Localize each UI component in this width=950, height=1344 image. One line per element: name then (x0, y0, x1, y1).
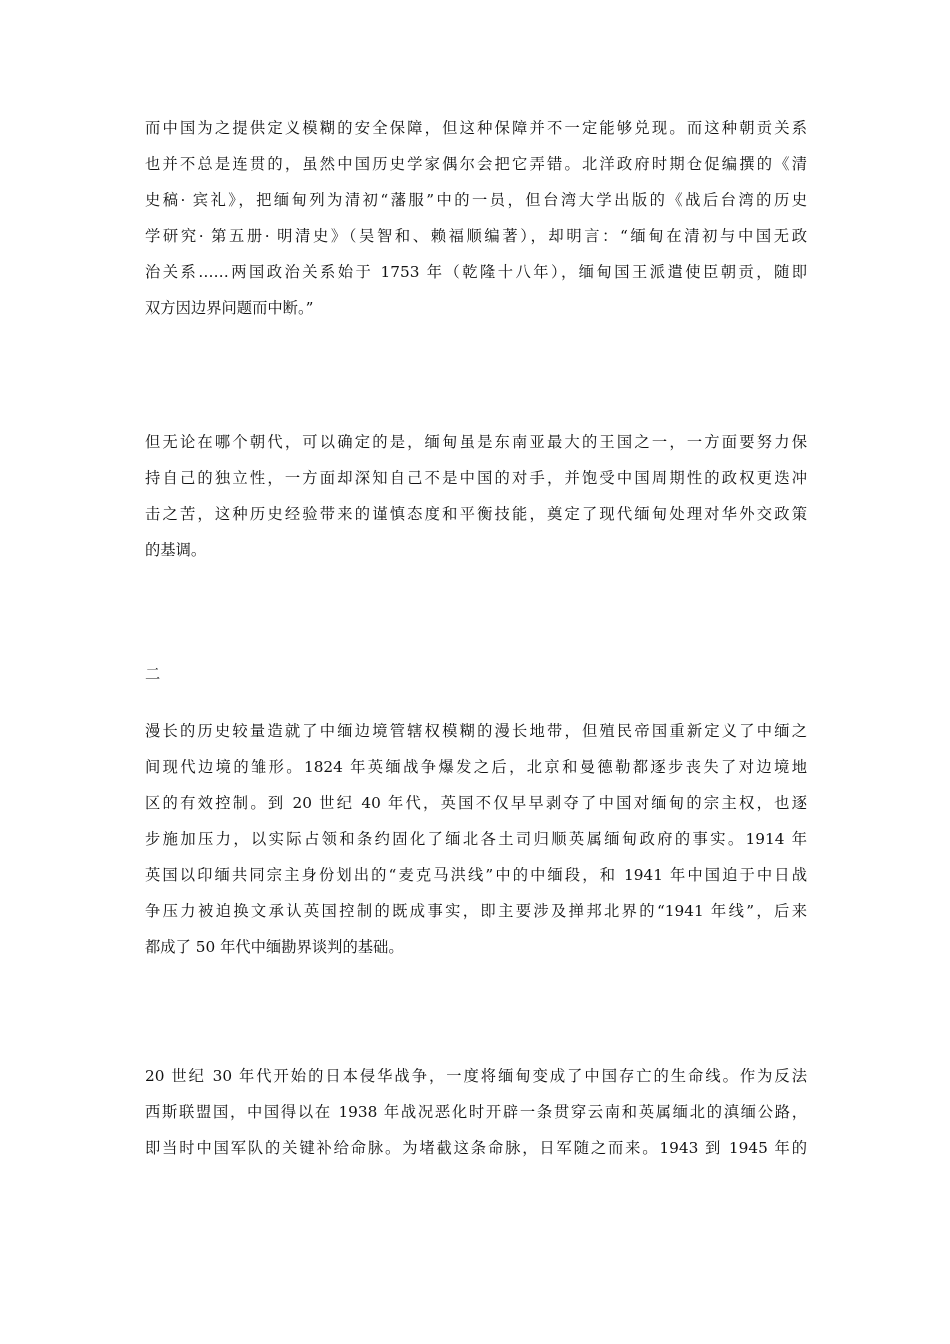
text-line: 持自己的独立性，一方面却深知自己不是中国的对手，并饱受中国周期性的政权更迭冲 (145, 469, 807, 487)
text-line: 步施加压力，以实际占领和条约固化了缅北各土司归顺英属缅甸政府的事实。1914 年 (145, 830, 807, 848)
text-line: 争压力被迫换文承认英国控制的既成事实，即主要涉及掸邦北界的“1941 年线”，后来 (145, 902, 807, 920)
text-line: 也并不总是连贯的，虽然中国历史学家偶尔会把它弄错。北洋政府时期仓促编撰的《清 (145, 155, 807, 173)
text-line: 都成了 50 年代中缅勘界谈判的基础。 (145, 938, 404, 956)
text-line: 20 世纪 30 年代开始的日本侵华战争，一度将缅甸变成了中国存亡的生命线。作为反法 (145, 1067, 807, 1085)
text-line: 区的有效控制。到 20 世纪 40 年代，英国不仅早早剥夺了中国对缅甸的宗主权，也逐 (145, 794, 807, 812)
text-line: 间现代边境的雏形。1824 年英缅战争爆发之后，北京和曼德勒都逐步丧失了对边境地 (145, 758, 807, 776)
text-line: 漫长的历史较量造就了中缅边境管辖权模糊的漫长地带，但殖民帝国重新定义了中缅之 (145, 722, 807, 740)
text-line: 学研究· 第五册· 明清史》（吴智和、赖福顺编著），却明言：“缅甸在清初与中国无政 (145, 227, 807, 245)
text-line: 但无论在哪个朝代，可以确定的是，缅甸虽是东南亚最大的王国之一，一方面要努力保 (145, 433, 807, 451)
text-line: 而中国为之提供定义模糊的安全保障，但这种保障并不一定能够兑现。而这种朝贡关系 (145, 119, 807, 137)
paragraph-2 (145, 424, 807, 568)
paragraph-1 (145, 110, 807, 326)
text-line: 击之苦，这种历史经验带来的谨慎态度和平衡技能，奠定了现代缅甸处理对华外交政策 (145, 505, 807, 523)
paragraph-4 (145, 1058, 807, 1166)
text-line: 双方因边界问题而中断。” (145, 299, 314, 317)
paragraph-3 (145, 713, 807, 965)
section-heading: 二 (145, 665, 161, 683)
text-line: 西斯联盟国，中国得以在 1938 年战况恶化时开辟一条贯穿云南和英属缅北的滇缅公路， (145, 1103, 807, 1121)
text-line: 英国以印缅共同宗主身份划出的“麦克马洪线”中的中缅段，和 1941 年中国迫于中日战 (145, 866, 807, 884)
text-line: 史稿· 宾礼》，把缅甸列为清初“藩服”中的一员，但台湾大学出版的《战后台湾的历史 (145, 191, 807, 209)
text-line: 即当时中国军队的关键补给命脉。为堵截这条命脉，日军随之而来。1943 到 1945 年的 (145, 1139, 807, 1157)
text-line: 的基调。 (145, 541, 207, 559)
text-line: 治关系……两国政治关系始于 1753 年（乾隆十八年），缅甸国王派遣使臣朝贡，随即 (145, 263, 807, 281)
